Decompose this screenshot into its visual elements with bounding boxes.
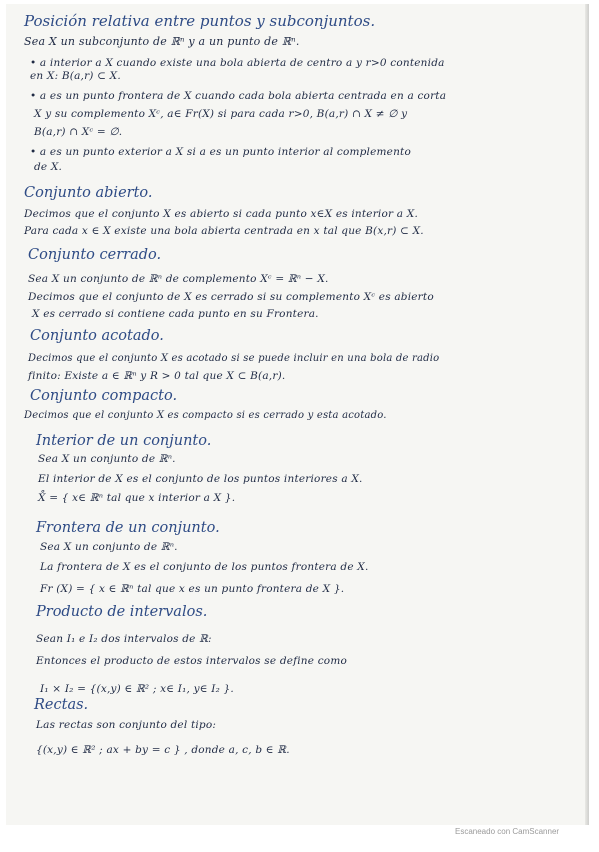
- boundary-set-line-2: La frontera de X es el conjunto de los puntos frontera de X.: [40, 561, 369, 573]
- closed-set-line-2: Decimos que el conjunto de X es cerrado si su complemento Xᶜ es abierto: [28, 291, 434, 303]
- page-title: Posición relativa entre puntos y subconjuntos.: [24, 12, 376, 30]
- compact-set-line-1: Decimos que el conjunto X es compacto si es cerrado y esta acotado.: [24, 410, 387, 421]
- interior-point-line-2: en X: B(a,r) ⊂ X.: [30, 70, 121, 82]
- exterior-point-line-2: de X.: [34, 161, 63, 173]
- bounded-set-line-2: finito: Existe a ∈ ℝⁿ y R > 0 tal que X ⊂ B(a,r).: [28, 370, 286, 382]
- lines-line-1: Las rectas son conjunto del tipo:: [36, 719, 217, 731]
- exterior-point-line-1: • a es un punto exterior a X si a es un punto interior al complemento: [30, 146, 411, 158]
- page-edge-shadow: [585, 4, 589, 825]
- intervals-line-2: Entonces el producto de estos intervalos se define como: [36, 655, 347, 667]
- interior-set-line-3: X̊ = { x∈ ℝⁿ tal que x interior a X }.: [38, 492, 236, 504]
- intro-line: Sea X un subconjunto de ℝⁿ y a un punto de ℝⁿ.: [24, 35, 300, 48]
- interior-set-line-2: El interior de X es el conjunto de los puntos interiores a X.: [38, 473, 363, 485]
- open-set-line-2: Para cada x ∈ X existe una bola abierta centrada en x tal que B(x,r) ⊂ X.: [24, 225, 424, 237]
- closed-set-heading: Conjunto cerrado.: [28, 247, 162, 263]
- closed-set-line-1: Sea X un conjunto de ℝⁿ de complemento Xᶜ = ℝⁿ − X.: [28, 273, 329, 285]
- interior-set-heading: Interior de un conjunto.: [36, 433, 212, 449]
- closed-set-line-3: X es cerrado si contiene cada punto en su Frontera.: [32, 308, 319, 320]
- scanner-watermark: Escaneado con CamScanner: [455, 827, 560, 836]
- bounded-set-line-1: Decimos que el conjunto X es acotado si se puede incluir en una bola de radio: [28, 353, 440, 364]
- boundary-point-line-1: • a es un punto frontera de X cuando cada bola abierta centrada en a corta: [30, 90, 447, 102]
- notebook-page: [6, 4, 589, 825]
- lines-line-2: {(x,y) ∈ ℝ² ; ax + by = c } , donde a, c, b ∈ ℝ.: [36, 744, 290, 756]
- compact-set-heading: Conjunto compacto.: [30, 388, 178, 404]
- intervals-heading: Producto de intervalos.: [36, 604, 208, 620]
- interior-point-line-1: • a interior a X cuando existe una bola abierta de centro a y r>0 contenida: [30, 57, 445, 69]
- open-set-heading: Conjunto abierto.: [24, 185, 153, 201]
- interior-set-line-1: Sea X un conjunto de ℝⁿ.: [38, 453, 176, 465]
- open-set-line-1: Decimos que el conjunto X es abierto si cada punto x∈X es interior a X.: [24, 208, 418, 220]
- bounded-set-heading: Conjunto acotado.: [30, 328, 164, 344]
- intervals-line-1: Sean I₁ e I₂ dos intervalos de ℝ:: [36, 633, 212, 645]
- intervals-line-3: I₁ × I₂ = {(x,y) ∈ ℝ² ; x∈ I₁, y∈ I₂ }.: [40, 683, 234, 695]
- boundary-point-line-2: X y su complemento Xᶜ, a∈ Fr(X) si para cada r>0, B(a,r) ∩ X ≠ ∅ y: [34, 108, 408, 120]
- lines-heading: Rectas.: [34, 697, 89, 713]
- boundary-set-line-1: Sea X un conjunto de ℝⁿ.: [40, 541, 178, 553]
- boundary-point-line-3: B(a,r) ∩ Xᶜ = ∅.: [34, 126, 123, 138]
- boundary-set-heading: Frontera de un conjunto.: [36, 520, 220, 536]
- boundary-set-line-3: Fr (X) = { x ∈ ℝⁿ tal que x es un punto frontera de X }.: [40, 583, 345, 595]
